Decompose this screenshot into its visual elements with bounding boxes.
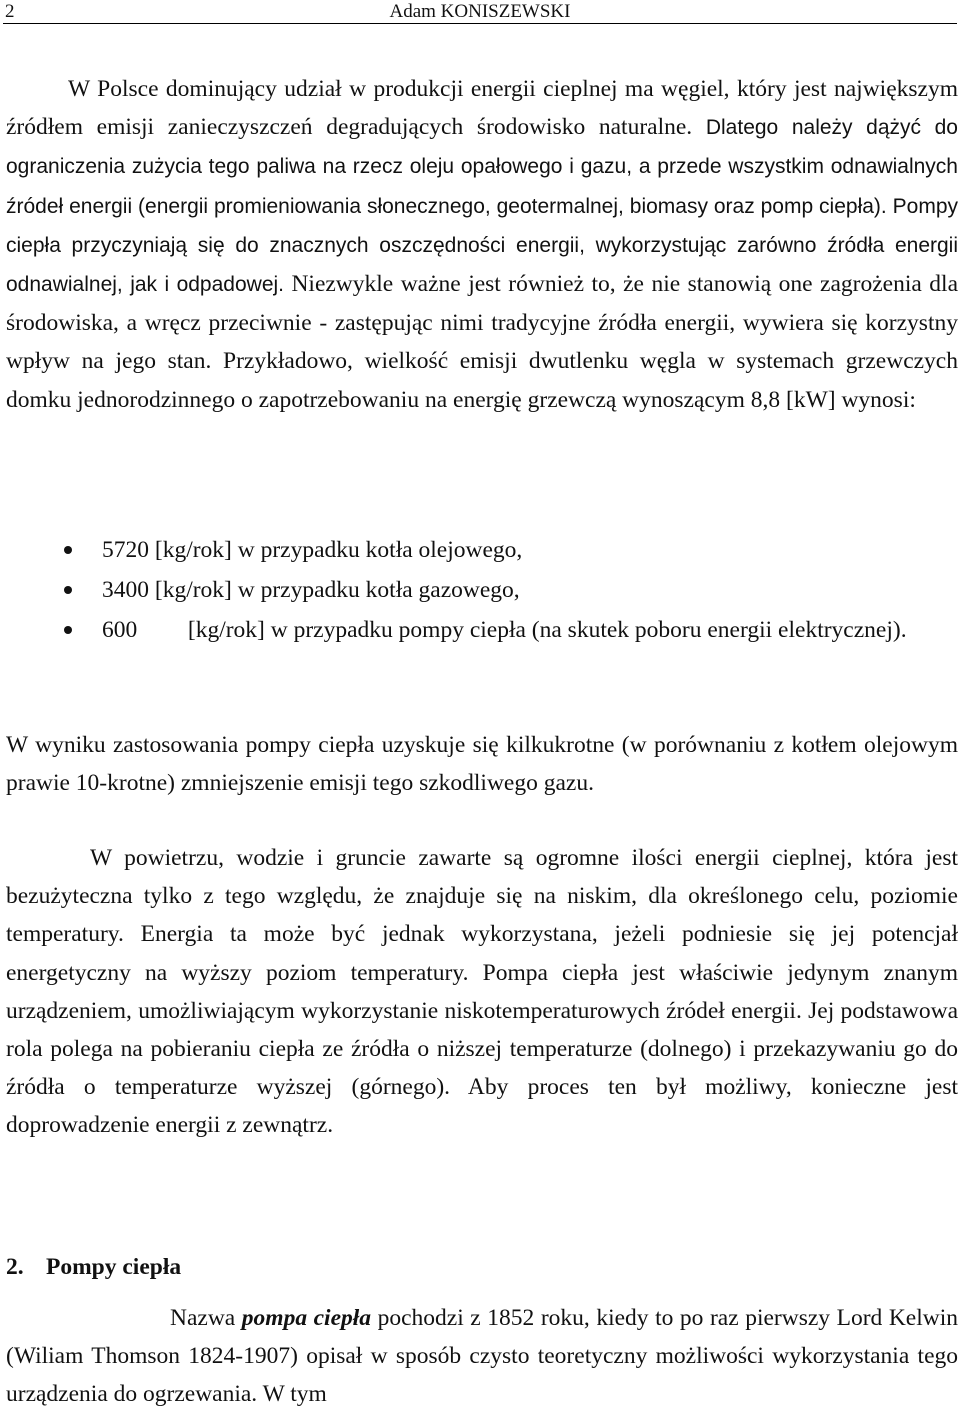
list-item [6, 530, 958, 570]
paragraph-coal [6, 70, 958, 419]
paragraph-result: W wyniku zastosowania pompy ciepła uzyskuje się kilkukrotne (w porównaniu z kotłem olejowym prawie 10-krotne) zmniejszenie emisji tego szkodliwego gazu. [6, 732, 958, 797]
paragraph-coal-serif-a: W Polsce dominujący udział w produkcji energii cieplnej ma węgiel, który jest największym źródłem emisji zanieczyszczeń degradujących środowisko naturalne. [6, 76, 958, 141]
paragraph-coal-serif-b: Niezwykle ważne jest również to, że nie stanowią one zagrożenia dla środowiska, a wręcz przeciwnie - zastępując nimi tradycyjne źródła energii, wywiera się korzystny wpływ na jego stan. Przykładowo, wielkość emisji dwutlenku węgla w systemach grzewczych domku jednorodzinnego o zapotrzebowaniu na energię grzewczą wynoszącym 8,8 [kW] wynosi: [6, 271, 958, 413]
bullet-icon [64, 626, 72, 634]
bullet-icon [64, 546, 72, 554]
paragraph-history [6, 1299, 958, 1414]
emission-value: 5720 [102, 537, 149, 563]
emission-text: [kg/rok] w przypadku kotła gazowego, [154, 577, 520, 603]
paragraph-history-after: pochodzi z 1852 roku, kiedy to po raz pierwszy Lord Kelwin (Wiliam Thomson 1824-1907) opisał w sposób czysto teoretyczny możliwości wykorzystania tego urządzenia do ogrzewania. W tym [6, 1305, 959, 1408]
list-item [6, 570, 958, 610]
emission-value: 3400 [102, 577, 149, 603]
emission-text: [kg/rok] w przypadku pompy ciepła (na skutek poboru energii elektrycznej). [187, 617, 907, 643]
paragraph-history-before: Nazwa [170, 1305, 242, 1331]
running-head-author: Adam KONISZEWSKI [389, 1, 571, 22]
emission-list [6, 530, 958, 650]
paragraph-ambient-energy: W powietrzu, wodzie i gruncie zawarte są ogromne ilości energii cieplnej, która jest bezużyteczna tylko z tego względu, że znajduje się na niskim, dla określonego celu, poziomie temperatury. Energia ta może być jednak wykorzystana, jeżeli podniesie się jej potencjał energetyczny na wyższy poziom temperatury. Pompa ciepła jest właściwie jedynym znanym urządzeniem, umożliwiającym wykorzystanie niskotemperaturowych źródeł energii. Jej podstawowa rola polega na pobieraniu ciepła ze źródła o niższej temperaturze (dolnego) i przekazywaniu go do źródła o temperaturze wyższej (górnego). Aby proces ten był możliwy, konieczne jest doprowadzenie energii z zewnątrz. [6, 845, 958, 1139]
list-item [6, 610, 958, 650]
paragraph-coal-sans: Dlatego należy dążyć do ograniczenia zużycia tego paliwa na rzecz oleju opałowego i gazu, a przede wszystkim odnawialnych źródeł energii (energii promieniowania słonecznego, geotermalnej, biomasy oraz pomp ciepła). Pompy ciepła przyczyniają się do znacznych oszczędności energii, wykorzystując zarówno źródła energii odnawialnej, jak i odpadowej. [6, 116, 958, 297]
section-title: Pompy ciepła [46, 1254, 182, 1280]
emission-value: 600 [102, 617, 138, 643]
term-heat-pump: pompa ciepła [241, 1305, 372, 1331]
page-number: 2 [5, 1, 15, 22]
page-header [3, 0, 957, 24]
section-number: 2. [6, 1254, 24, 1280]
emission-text: [kg/rok] w przypadku kotła olejowego, [154, 537, 523, 563]
bullet-icon [64, 586, 72, 594]
section-heading [6, 1248, 181, 1286]
